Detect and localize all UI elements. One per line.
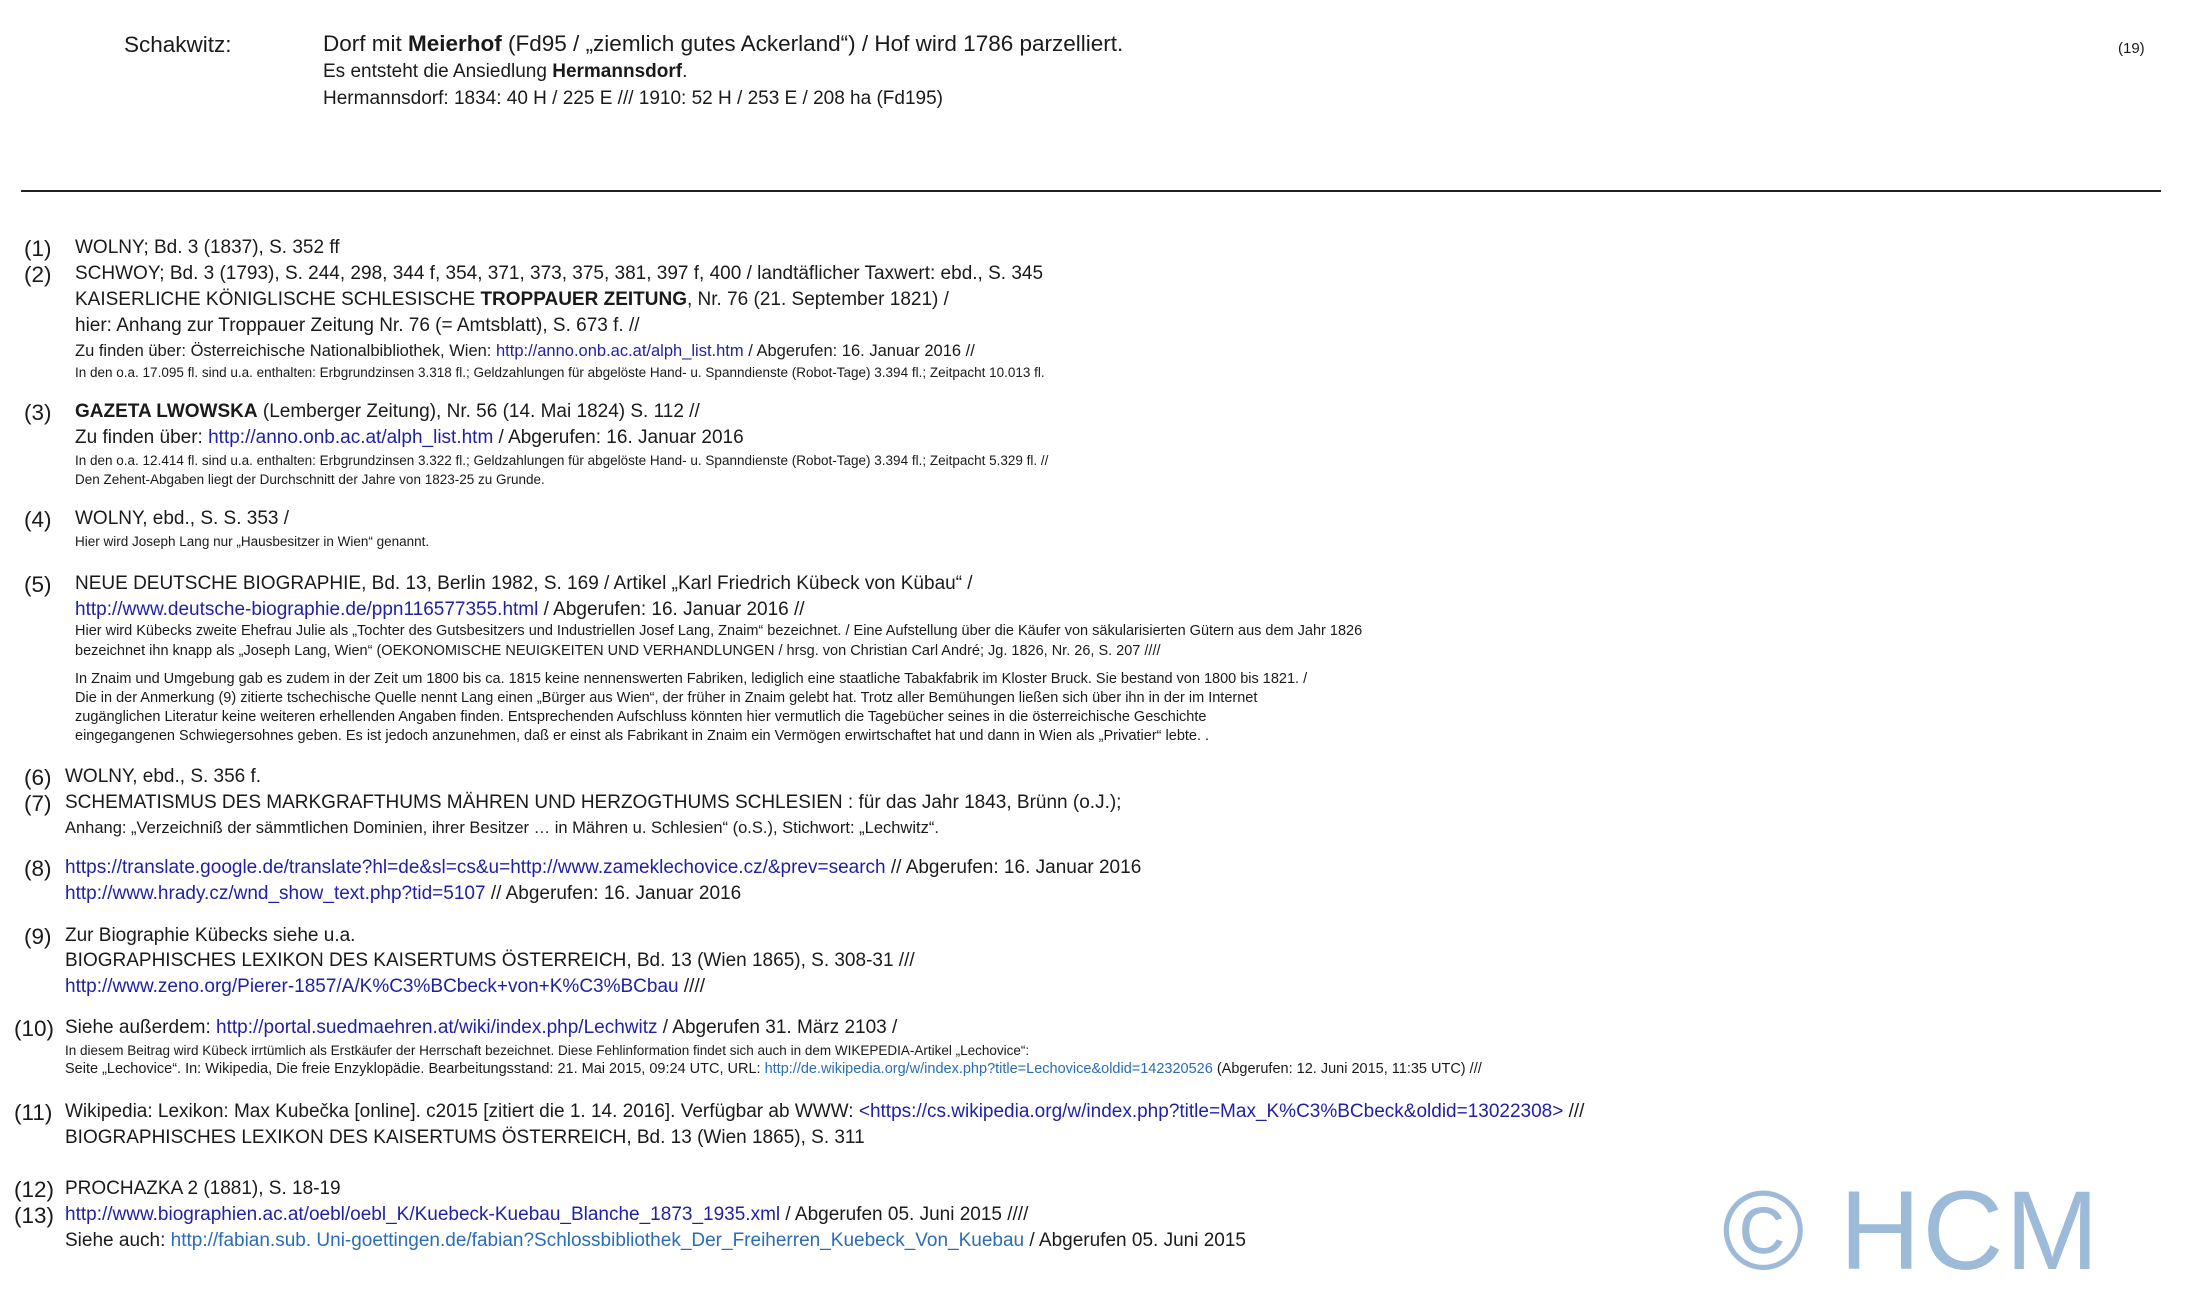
note-number-4: (4) <box>24 507 52 532</box>
text: Siehe auch: <box>65 1230 171 1251</box>
anno-onb-link[interactable]: http://anno.onb.ac.at/alph_list.htm <box>208 427 494 448</box>
separator-line <box>21 190 2161 192</box>
note-5-line-2 <box>75 599 805 621</box>
note-13-line-2 <box>65 1230 1246 1252</box>
note-7-line-2: Anhang: „Verzeichniß der sämmtlichen Dominien, ihrer Besitzer … in Mähren u. Schlesien“ (o.S.), Stichwort: „Lechwitz“. <box>65 819 939 837</box>
note-2-line-5: In den o.a. 17.095 fl. sind u.a. enthalten: Erbgrundzinsen 3.318 fl.; Geldzahlungen für abgelöste Hand- u. Spanndienste (Robot-Tage) 3.394 fl.; Zeitpacht 10.013 fl. <box>75 365 1045 380</box>
note-3-line-4: Den Zehent-Abgaben liegt der Durchschnitt der Jahre von 1823-25 zu Grunde. <box>75 472 545 487</box>
note-number-12: (12) <box>14 1177 55 1202</box>
hrady-link[interactable]: http://www.hrady.cz/wnd_show_text.php?tid=5107 <box>65 883 486 904</box>
note-10-line-1 <box>65 1017 897 1039</box>
note-5-line-3: Hier wird Kübecks zweite Ehefrau Julie als „Tochter des Gutsbesitzers und Industriellen Josef Lang, Znaim“ bezeichnet. / Eine Aufstellung über die Käufer von säkularisierten Gütern aus dem Jahr 1826 <box>75 623 1363 639</box>
note-2-line-3: hier: Anhang zur Troppauer Zeitung Nr. 76 (= Amtsblatt), S. 673 f. // <box>75 315 640 336</box>
gazeta-lwowska-bold: GAZETA LWOWSKA <box>75 401 258 422</box>
text: (Fd95 / „ziemlich gutes Ackerland“) / Hof wird 1786 parzelliert. <box>501 31 1124 56</box>
note-9-line-2: BIOGRAPHISCHES LEXIKON DES KAISERTUMS ÖSTERREICH, Bd. 13 (Wien 1865), S. 308-31 /// <box>65 950 915 971</box>
note-10-line-2: In diesem Beitrag wird Kübeck irrtümlich als Erstkäufer der Herrschaft bezeichnet. Diese Fehlinformation findet sich auch in dem WIKEPEDIA-Artikel „Lechovice“: <box>65 1043 1030 1058</box>
text: / Abgerufen 05. Juni 2015 //// <box>780 1204 1029 1225</box>
note-5-line-4: bezeichnet ihn knapp als „Joseph Lang, Wien“ (OEKONOMISCHE NEUIGKEITEN UND VERHANDLUNGEN / hrsg. von Christian Carl André; Jg. 1826, Nr. 26, S. 207 //// <box>75 643 1161 659</box>
text: . <box>682 61 688 82</box>
note-number-8: (8) <box>24 856 52 881</box>
fabian-link[interactable]: http://fabian.sub. Uni-goettingen.de/fabian?Schlossbibliothek_Der_Freiherren_Kuebeck_Von_Kuebau <box>170 1230 1025 1251</box>
note-number-3: (3) <box>24 400 52 425</box>
text: // Abgerufen: 16. Januar 2016 <box>885 857 1142 878</box>
text: Dorf mit <box>323 31 409 56</box>
biographien-link[interactable]: http://www.biographien.ac.at/oebl/oebl_K/Kuebeck-Kuebau_Blanche_1873_1935.xml <box>65 1204 781 1225</box>
header-line-1 <box>323 31 1123 57</box>
note-4-line-2: Hier wird Joseph Lang nur „Hausbesitzer in Wien“ genannt. <box>75 534 430 549</box>
text: //// <box>678 976 706 997</box>
note-11-line-2: BIOGRAPHISCHES LEXIKON DES KAISERTUMS ÖSTERREICH, Bd. 13 (Wien 1865), S. 311 <box>65 1127 865 1148</box>
note-12-text: PROCHAZKA 2 (1881), S. 18-19 <box>65 1178 341 1199</box>
google-translate-link[interactable]: https://translate.google.de/translate?hl=de&sl=cs&u=http://www.zameklechovice.cz/&prev=search <box>65 857 886 878</box>
note-5-line-5: In Znaim und Umgebung gab es zudem in der Zeit um 1800 bis ca. 1815 keine nennenswerten Fabriken, lediglich eine staatliche Tabakfabrik im Kloster Bruck. Sie bestand von 1800 bis 1821. / <box>75 671 1308 687</box>
header-place: Schakwitz: <box>124 32 232 57</box>
text: (Abgerufen: 12. Juni 2015, 11:35 UTC) /// <box>1212 1061 1482 1077</box>
note-8-line-1 <box>65 857 1141 879</box>
note-2-line-2 <box>75 289 949 311</box>
text: Es entsteht die Ansiedlung <box>323 61 553 82</box>
note-1-text: WOLNY; Bd. 3 (1837), S. 352 ff <box>75 237 340 258</box>
note-10-line-3 <box>65 1061 1482 1077</box>
note-3-line-3: In den o.a. 12.414 fl. sind u.a. enthalten: Erbgrundzinsen 3.322 fl.; Geldzahlungen für abgelöste Hand- u. Spanndienste (Robot-Tage) 3.394 fl.; Zeitpacht 5.329 fl. // <box>75 453 1049 468</box>
note-5-line-6: Die in der Anmerkung (9) zitierte tschechische Quelle nennt Lang einen „Bürger aus Wien“, der früher in Znaim gelebt hat. Trotz aller Bemühungen ließen sich über ihn in der im Internet <box>75 690 1258 706</box>
note-6-text: WOLNY, ebd., S. 356 f. <box>65 766 262 787</box>
note-number-13: (13) <box>14 1203 55 1228</box>
text: KAISERLICHE KÖNIGLISCHE SCHLESISCHE <box>75 289 481 310</box>
note-number-1: (1) <box>24 236 52 261</box>
note-7-line-1: SCHEMATISMUS DES MARKGRAFTHUMS MÄHREN UND HERZOGTHUMS SCHLESIEN : für das Jahr 1843, Brünn (o.J.); <box>65 792 1122 813</box>
anno-onb-link[interactable]: http://anno.onb.ac.at/alph_list.htm <box>495 342 744 360</box>
note-8-line-2 <box>65 883 741 905</box>
deutsche-biographie-link[interactable]: http://www.deutsche-biographie.de/ppn116577355.html <box>75 599 539 620</box>
note-number-2: (2) <box>24 262 52 287</box>
text: / Abgerufen: 16. Januar 2016 <box>493 427 744 448</box>
text: Zu finden über: <box>75 427 209 448</box>
page-number: (19) <box>2118 40 2145 57</box>
text: Wikipedia: Lexikon: Max Kubečka [online]. c2015 [zitiert die 1. 14. 2016]. Verfügbar ab WWW: <box>65 1101 859 1122</box>
note-number-5: (5) <box>24 572 52 597</box>
text: (Lemberger Zeitung), Nr. 56 (14. Mai 1824) S. 112 // <box>257 401 700 422</box>
note-3-line-2 <box>75 427 744 449</box>
text: // Abgerufen: 16. Januar 2016 <box>485 883 742 904</box>
note-number-6: (6) <box>24 765 52 790</box>
meierhof-bold: Meierhof <box>408 31 502 56</box>
note-number-10: (10) <box>14 1016 55 1041</box>
note-2-line-4 <box>75 342 975 361</box>
text: / Abgerufen 31. März 2103 / <box>657 1017 898 1038</box>
note-5-line-8: eingegangenen Schwiegersohnes geben. Es ist jedoch anzunehmen, daß er einst als Fabrikant in Znaim ein Vermögen erwirtschaftet hat und dann in Wien als „Privatier“ lebte. . <box>75 728 1210 744</box>
note-number-11: (11) <box>14 1100 53 1125</box>
note-5-line-7: zugänglichen Literatur keine weiteren erhellenden Angaben finden. Entsprechenden Aufschluss könnten hier vermutlich die Tagebücher seines in die österreichische Geschichte <box>75 709 1207 725</box>
text: / Abgerufen: 16. Januar 2016 // <box>743 342 975 360</box>
note-3-line-1 <box>75 401 700 423</box>
text: / Abgerufen: 16. Januar 2016 // <box>538 599 805 620</box>
hermannsdorf-bold: Hermannsdorf <box>552 61 683 82</box>
header-line-2 <box>323 61 687 83</box>
wikipedia-cs-link[interactable]: <https://cs.wikipedia.org/w/index.php?title=Max_K%C3%BCbeck&oldid=13022308> <box>858 1101 1564 1122</box>
copyright-watermark: © HCM <box>1722 1168 2101 1293</box>
zeno-link[interactable]: http://www.zeno.org/Pierer-1857/A/K%C3%BCbeck+von+K%C3%BCbau <box>65 976 679 997</box>
note-2-line-1: SCHWOY; Bd. 3 (1793), S. 244, 298, 344 f, 354, 371, 373, 375, 381, 397 f, 400 / landtäflicher Taxwert: ebd., S. 345 <box>75 263 1044 284</box>
note-9-line-1: Zur Biographie Kübecks siehe u.a. <box>65 925 356 946</box>
note-4-line-1: WOLNY, ebd., S. S. 353 / <box>75 508 290 529</box>
text: Zu finden über: Österreichische Nationalbibliothek, Wien: <box>75 342 496 360</box>
note-9-line-3 <box>65 976 705 998</box>
troppauer-bold: TROPPAUER ZEITUNG <box>480 289 687 310</box>
suedmaehren-link[interactable]: http://portal.suedmaehren.at/wiki/index.php/Lechwitz <box>216 1017 658 1038</box>
note-number-7: (7) <box>24 791 52 816</box>
note-13-line-1 <box>65 1204 1028 1226</box>
note-11-line-1 <box>65 1101 1584 1123</box>
wikipedia-de-link[interactable]: http://de.wikipedia.org/w/index.php?title=Lechovice&oldid=142320526 <box>764 1061 1213 1077</box>
note-5-line-1: NEUE DEUTSCHE BIOGRAPHIE, Bd. 13, Berlin 1982, S. 169 / Artikel „Karl Friedrich Kübeck von Kübau“ / <box>75 573 973 594</box>
text: / Abgerufen 05. Juni 2015 <box>1024 1230 1246 1251</box>
text: Seite „Lechovice“. In: Wikipedia, Die freie Enzyklopädie. Bearbeitungsstand: 21. Mai 2015, 09:24 UTC, URL: <box>65 1061 765 1077</box>
text: Siehe außerdem: <box>65 1017 217 1038</box>
text: /// <box>1563 1101 1585 1122</box>
header-line-3: Hermannsdorf: 1834: 40 H / 225 E /// 1910: 52 H / 253 E / 208 ha (Fd195) <box>323 88 943 109</box>
text: , Nr. 76 (21. September 1821) / <box>687 289 949 310</box>
note-number-9: (9) <box>24 924 52 949</box>
